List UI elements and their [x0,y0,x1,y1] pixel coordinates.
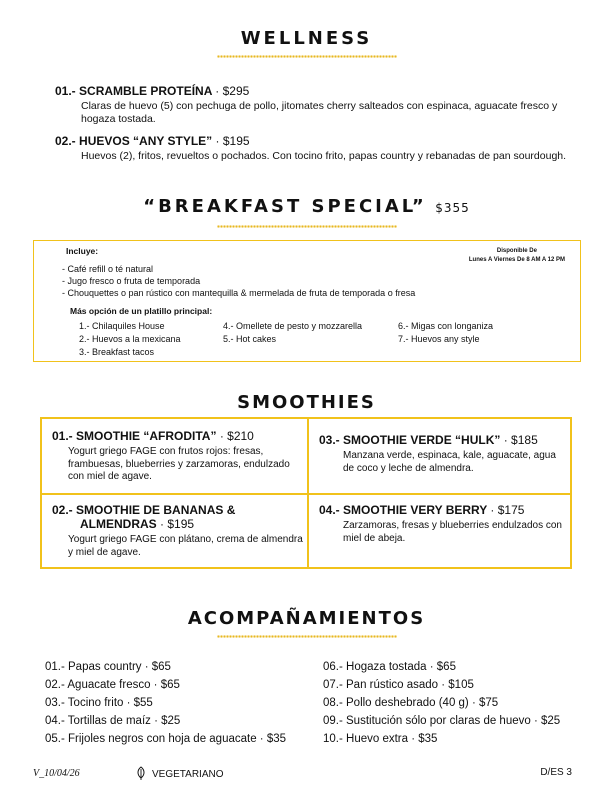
item-number: 04.- [319,503,340,517]
item-number: 01.- [52,429,73,443]
list-item: 09.- Sustitución sólo por claras de huevo · $25 [323,715,561,727]
item-price: · $210 [219,429,254,443]
item-price: · $175 [490,503,525,517]
smoothies-grid [40,417,572,569]
vegetarian-legend [136,766,224,783]
options-label: Más opción de un platillo principal: [70,306,213,316]
list-item: 03.- Tocino frito · $55 [45,697,153,709]
wellness-item-1 [55,84,575,126]
item-price: · $195 [215,134,250,148]
wellness-divider [217,54,397,59]
breakfast-price: $355 [435,201,470,215]
options-col-3 [398,320,493,346]
list-item: 08.- Pollo deshebrado (40 g) · $75 [323,697,499,709]
item-name: SMOOTHIE “AFRODITA” [76,429,217,443]
item-number: 02.- [52,503,73,517]
item-description: Yogurt griego FAGE con plátano, crema de almendra y miel de agave. [68,534,303,558]
availability-line-1: Disponible De [496,248,537,254]
includes-list [62,263,415,299]
item-price: · $185 [503,433,538,447]
item-description: Manzana verde, espinaca, kale, aguacate, agua de coco y leche de almendra. [343,450,556,474]
list-item: 10.- Huevo extra · $35 [323,733,438,745]
list-item: 2.- Huevos a la mexicana [79,334,181,344]
item-number: 03.- [319,433,340,447]
list-item: 5.- Hot cakes [223,334,277,344]
item-price: · $195 [160,517,195,531]
includes-label: Incluye: [66,246,99,256]
sides-divider [217,634,397,639]
smoothie-item-1 [42,421,307,492]
item-name: SCRAMBLE PROTEÍNA [79,84,212,98]
breakfast-title: “BREAKFAST SPECIAL” [143,196,427,217]
item-name: SMOOTHIE DE BANANAS & [76,503,236,517]
item-name: SMOOTHIE VERY BERRY [343,503,488,517]
item-description: Claras de huevo (5) con pechuga de pollo, jitomates cherry salteados con espinaca, aguacate fresco y hogaza tostada. [81,100,558,125]
item-name: SMOOTHIE VERDE “HULK” [343,433,501,447]
options-col-1 [79,320,181,359]
smoothies-title: SMOOTHIES [237,392,376,413]
wellness-title: WELLNESS [240,28,373,49]
smoothie-item-3 [309,425,570,483]
sides-col-right [323,658,560,748]
version-label: V_10/04/26 [33,768,80,779]
item-name: HUEVOS “ANY STYLE” [79,134,213,148]
list-item: 04.- Tortillas de maíz · $25 [45,715,181,727]
item-price: · $295 [215,84,250,98]
list-item: 6.- Migas con longaniza [398,321,494,331]
availability [469,247,565,265]
breakfast-header [0,196,613,217]
list-item: 1.- Chilaquiles House [79,321,165,331]
item-number: 02.- [55,134,76,148]
wellness-item-2 [55,134,595,163]
list-item: 7.- Huevos any style [398,334,480,344]
options-col-2 [223,320,362,346]
item-description: Yogurt griego FAGE con frutos rojos: fresas, frambuesas, blueberries y zarzamoras, endulzado con miel de agave. [68,446,290,482]
list-item: 05.- Frijoles negros con hoja de aguacate · $35 [45,733,287,745]
sides-col-left [45,658,286,748]
item-name-line-2: ALMENDRAS [80,517,157,531]
list-item: 3.- Breakfast tacos [79,347,155,357]
availability-line-2: Lunes A Viernes De 8 AM A 12 PM [468,257,565,263]
smoothie-item-2 [42,495,307,567]
list-item: 02.- Aguacate fresco · $65 [45,679,180,691]
item-description: Zarzamoras, fresas y blueberries endulzados con miel de abeja. [343,520,562,544]
page-number: D/ES 3 [540,767,572,778]
list-item: - Jugo fresco o fruta de temporada [62,276,201,286]
smoothie-item-4 [309,495,570,553]
list-item: 4.- Omellete de pesto y mozzarella [223,321,363,331]
list-item: - Café refill o té natural [62,264,154,274]
list-item: 06.- Hogaza tostada · $65 [323,661,456,673]
list-item: 01.- Papas country · $65 [45,661,171,673]
sides-title: ACOMPAÑAMIENTOS [187,608,426,629]
item-description: Huevos (2), fritos, revueltos o pochados. Con tocino frito, papas country y rebanadas de pan sourdough. [81,150,567,162]
leaf-icon [136,766,146,783]
breakfast-divider [217,224,397,229]
vegetarian-label: VEGETARIANO [152,769,224,780]
item-number: 01.- [55,84,76,98]
list-item: 07.- Pan rústico asado · $105 [323,679,474,691]
list-item: - Chouquettes o pan rústico con mantequilla & mermelada de fruta de temporada o fresa [62,288,416,298]
